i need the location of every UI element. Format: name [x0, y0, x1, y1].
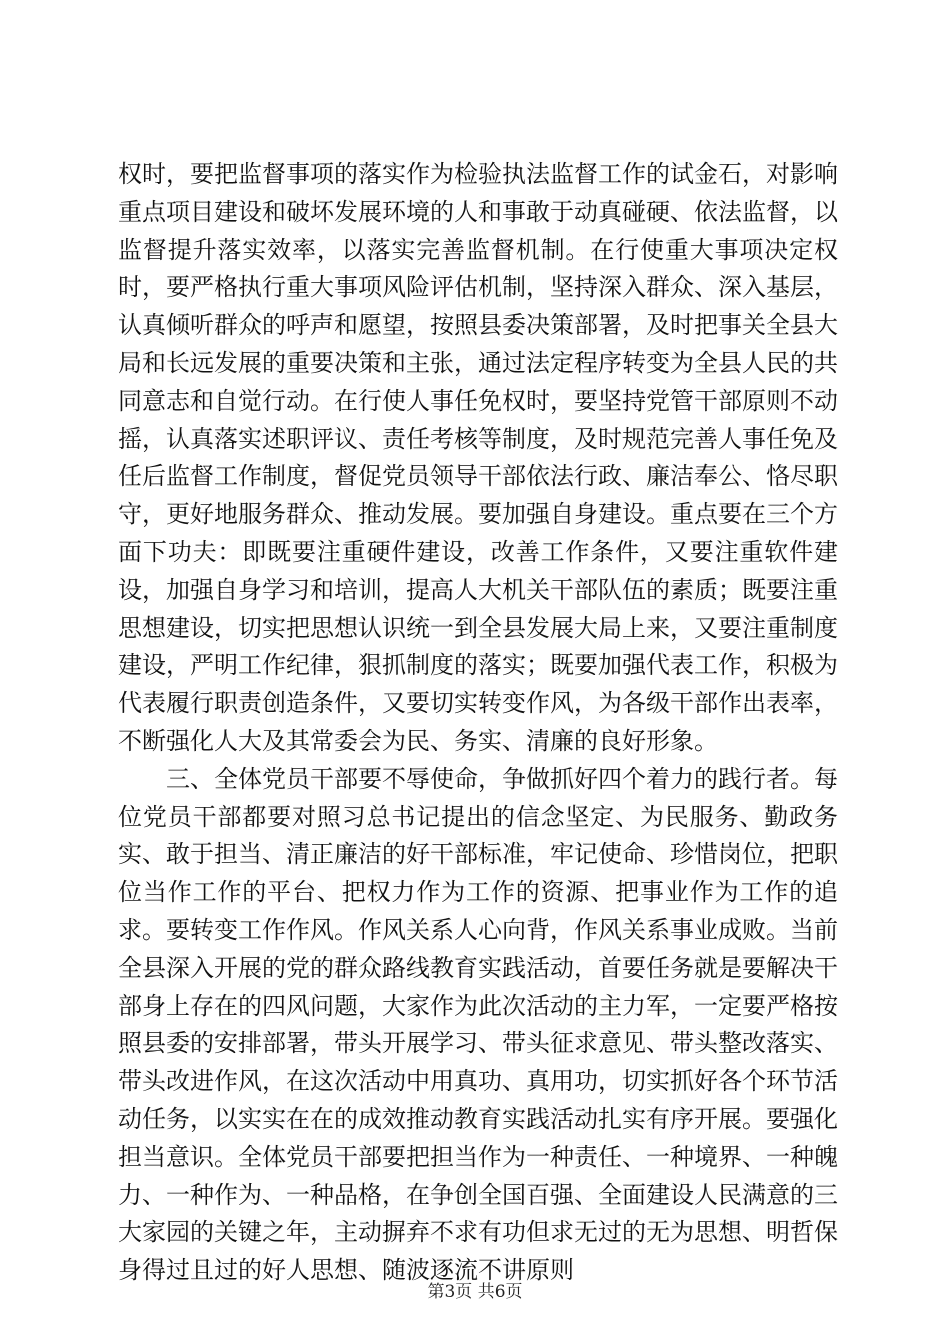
body-paragraph: 权时，要把监督事项的落实作为检验执法监督工作的试金石，对影响重点项目建设和破坏发展环境的人和事敢于动真碰硬、依法监督，以监督提升落实效率，以落实完善监督机制。在行使重大事项决定权时，要严格执行重大事项风险评估机制，坚持深入群众、深入基层，认真倾听群众的呼声和愿望，按照县委决策部署，及时把事关全县大局和长远发展的重要决策和主张，通过法定程序转变为全县人民的共同意志和自觉行动。在行使人事任免权时，要坚持党管干部原则不动摇，认真落实述职评议、责任考核等制度，及时规范完善人事任免及任后监督工作制度，督促党员领导干部依法行政、廉洁奉公、恪尽职守，更好地服务群众、推动发展。要加强自身建设。重点要在三个方面下功夫：即既要注重硬件建设，改善工作条件，又要注重软件建设，加强自身学习和培训，提高人大机关干部队伍的素质；既要注重思想建设，切实把思想认识统一到全县发展大局上来，又要注重制度建设，严明工作纪律，狠抓制度的落实；既要加强代表工作，积极为代表履行职责创造条件，又要切实转变作风，为各级干部作出表率，不断强化人大及其常委会为民、务实、清廉的良好形象。: [118, 160, 838, 755]
page-number-footer: 第3页 共6页: [427, 1282, 523, 1302]
body-paragraph: 三、全体党员干部要不辱使命，争做抓好四个着力的践行者。每位党员干部都要对照习总书记提出的信念坚定、为民服务、勤政务实、敢于担当、清正廉洁的好干部标准，牢记使命、珍惜岗位，把职位当作工作的平台、把权力作为工作的资源、把事业作为工作的追求。要转变工作作风。作风关系人心向背，作风关系事业成败。当前全县深入开展的党的群众路线教育实践活动，首要任务就是要解决干部身上存在的四风问题，大家作为此次活动的主力军，一定要严格按照县委的安排部署，带头开展学习、带头征求意见、带头整改落实、带头改进作风，在这次活动中用真功、真用功，切实抓好各个环节活动任务，以实实在在的成效推动教育实践活动扎实有序开展。要强化担当意识。全体党员干部要把担当作为一种责任、一种境界、一种魄力、一种作为、一种品格，在争创全国百强、全面建设人民满意的三大家园的关键之年，主动摒弃不求有功但求无过的无为思想、明哲保身得过且过的好人思想、随波逐流不讲原则: [118, 764, 838, 1285]
document-body: [118, 156, 838, 1290]
